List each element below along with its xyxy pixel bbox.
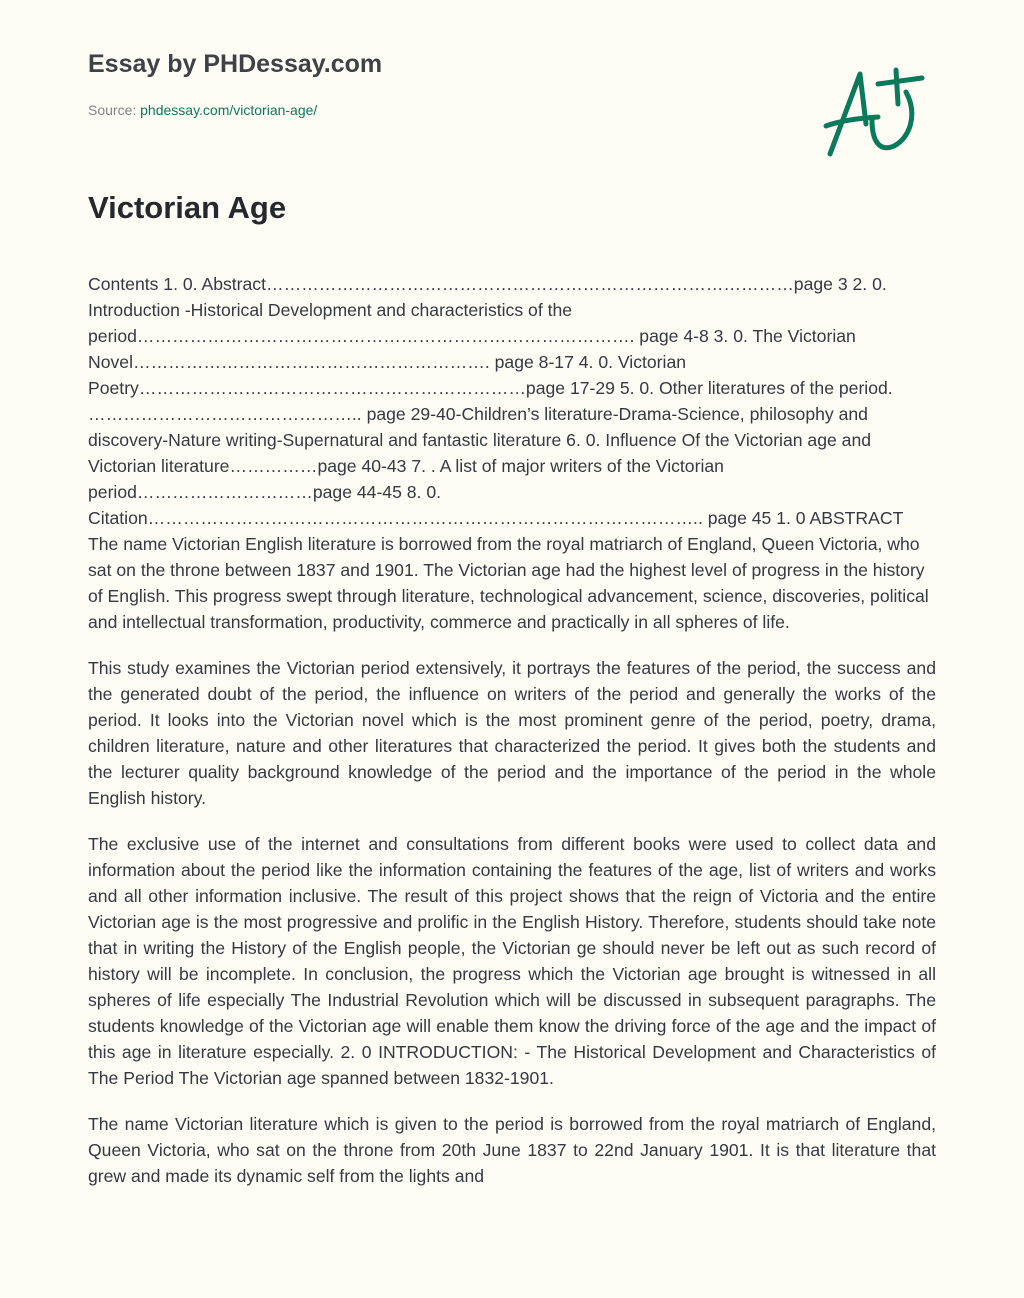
paragraph: The exclusive use of the internet and consultations from different books were used to collect data and information about the period like the information containing the features of the age, list of writers and works and all other information inclusive. The result of this project shows that the reign of Victoria and the entire Victorian age is the most progressive and prolific in the English History. Therefore, students should take note that in writing the History of the English people, the Victorian ge should never be left out as such record of history will be incomplete. In conclusion, the progress which the Victorian age brought is witnessed in all spheres of life especially The Industrial Revolution which will be discussed in subsequent paragraphs. The students knowledge of the Victorian age will enable them know the driving force of the age and the impact of this age in literature especially. 2. 0 INTRODUCTION: - The Historical Development and Characteristics of The Period The Victorian age spanned between 1832-1901. xyxy=(88,834,936,1088)
page-title: Victorian Age xyxy=(88,190,287,225)
paragraph: Contents 1. 0. Abstract………………………………………………………………………………page 3 2. 0. Introduction -Historical Development and characteristics of the period…………………………………………………………………………. page 4-8 3. 0. The Victorian Novel……………………………………………………. page 8-17 4. 0. Victorian Poetry…………………………………………………………page 17-29 5. 0. Other literatures of the period. ……………………………………….. page 29-40-Children’s literature-Drama-Science, philosophy and discovery-Nature writing-Supernatural and fantastic literature 6. 0. Influence Of the Victorian age and Victorian literature……………page 40-43 7. . A list of major writers of the Victorian period…………………………page 44-45 8. 0. Citation………………………………………………………………………………….. page 45 1. 0 ABSTRACT The name Victorian English literature is borrowed from the royal matriarch of England, Queen Victoria, who sat on the throne between 1837 and 1901. The Victorian age had the highest level of progress in the history of English. This progress swept through literature, technological advancement, science, discoveries, political and intellectual transformation, productivity, commerce and practically in all spheres of life. xyxy=(88,274,929,632)
source-link[interactable]: phdessay.com/victorian-age/ xyxy=(140,102,318,118)
paragraph: This study examines the Victorian period extensively, it portrays the features of the period, the success and the generated doubt of the period, the influence on writers of the period and generally the works of the period. It looks into the Victorian novel which is the most prominent genre of the period, poetry, drama, children literature, nature and other literatures that characterized the period. It gives both the students and the lecturer quality background knowledge of the period and the importance of the period in the whole English history. xyxy=(88,658,936,808)
site-brand: Essay by PHDessay.com xyxy=(88,50,383,78)
source-label: Source: xyxy=(88,102,141,118)
paragraph: The name Victorian literature which is given to the period is borrowed from the royal matriarch of England, Queen Victoria, who sat on the throne from 20th June 1837 to 22nd January 1901. It is that literature that grew and made its dynamic self from the lights and xyxy=(88,1114,936,1186)
essay-body xyxy=(88,271,936,1258)
a-plus-logo-icon xyxy=(822,64,926,165)
source-line xyxy=(88,102,317,118)
